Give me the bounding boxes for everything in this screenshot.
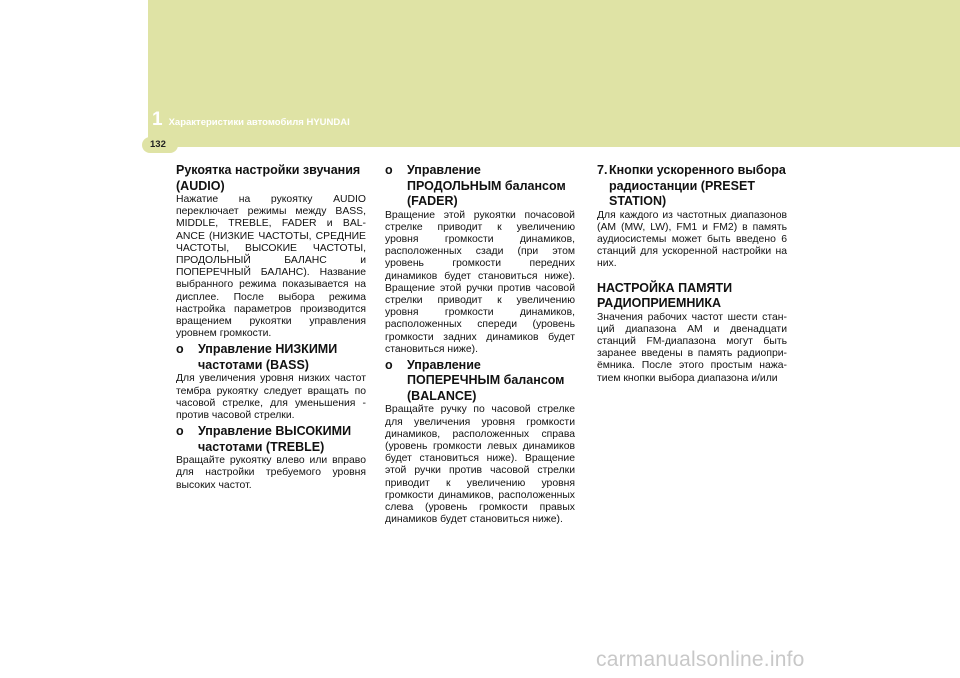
bullet-marker: o <box>176 342 184 357</box>
bass-text: Для увеличения уровня низких частот тембра рукоятку следует вращать по часовой стрелке, для уменьшения - против часовой стрелки. <box>176 373 366 422</box>
bass-heading <box>176 342 366 373</box>
column-1 <box>176 163 366 492</box>
bass-title: Управление НИЗКИМИ частотами (BASS) <box>198 342 338 372</box>
bullet-marker: o <box>385 163 393 177</box>
preset-station-text: Для каждого из частотных диапазонов (AM (MW, LW), FM1 и FM2) в память аудиосистемы может быть введено 6 станций для ускоренной настройки на них. <box>597 209 787 270</box>
radio-memory-heading: НАСТРОЙКА ПАМЯТИ РАДИОПРИЕМНИКА <box>597 280 733 311</box>
audio-knob-heading: Рукоятка настройки звучания (AUDIO) <box>176 163 361 193</box>
bullet-marker: o <box>176 424 184 439</box>
page-number: 132 <box>150 139 166 150</box>
chapter-number: 1 <box>152 109 163 130</box>
balance-text: Вращайте ручку по часовой стрелке для увеличения уровня громкости динамиков, расположенных справа (уровень громкости левых динамиков будет становиться ниже). Вращение этой ручки против часовой стрелки приводит к увеличению уровня громкости динамиков, расположенных слева (уровень громкости правых динамиков будет становиться ниже). <box>385 404 575 526</box>
audio-knob-text: Нажатие на рукоятку AUDIO переключает режимы между BASS, MIDDLE, TREBLE, FADER и BAL- ANCE (НИЗКИЕ ЧАСТОТЫ, СРЕДНИЕ ЧАСТОТЫ, ВЫСОКИЕ ЧАСТОТЫ, ПРОДОЛЬНЫЙ БАЛАНС и ПОПЕРЕЧНЫЙ БАЛАНС). Название выбранного режима показывается на дисплее. После выбора режима настройка параметров производится вращением рукоятки управления уровнем громкости. <box>176 194 366 340</box>
treble-heading <box>176 424 366 455</box>
watermark-text: carmanualsonline.info <box>596 648 805 671</box>
treble-text: Вращайте рукоятку влево или вправо для настройки требуемого уровня высоких частот. <box>176 455 366 491</box>
header-margin <box>0 0 148 147</box>
item-number: 7. <box>597 163 608 177</box>
balance-title: Управление ПОПЕРЕЧНЫМ балансом (BALANCE) <box>407 357 565 403</box>
chapter-header <box>152 108 350 130</box>
radio-memory-text: Значения рабочих частот шести стан- ций диапазона AM и двенадцати станций FM-диапазона могут быть заранее введены в память радиопри- ёмника. После этого простым нажа- тием кнопки выбора диапазона и/или <box>597 311 787 384</box>
treble-title: Управление ВЫСОКИМИ частотами (TREBLE) <box>198 424 352 454</box>
fader-text: Вращение этой рукоятки почасовой стрелке приводит к увеличению уровня громкости динамиков, расположенных сзади (при этом уровень громкости передних динамиков будет становиться ниже). Вращение этой ручки против часовой стрелки приводит к увеличению уровня громкости динамиков, расположенных спереди (уровень громкости задних динамиков будет становиться ниже). <box>385 209 575 355</box>
column-3 <box>597 163 787 385</box>
column-2 <box>385 163 575 526</box>
fader-title: Управление ПРОДОЛЬНЫМ балансом (FADER) <box>407 163 566 208</box>
balance-heading <box>385 358 575 405</box>
preset-station-heading <box>597 163 787 210</box>
bullet-marker: o <box>385 357 393 372</box>
preset-station-title: Кнопки ускоренного выбора радиостанции (PRESET STATION) <box>609 163 786 208</box>
chapter-title: Характеристики автомобиля HYUNDAI <box>168 117 350 128</box>
fader-heading <box>385 163 575 210</box>
